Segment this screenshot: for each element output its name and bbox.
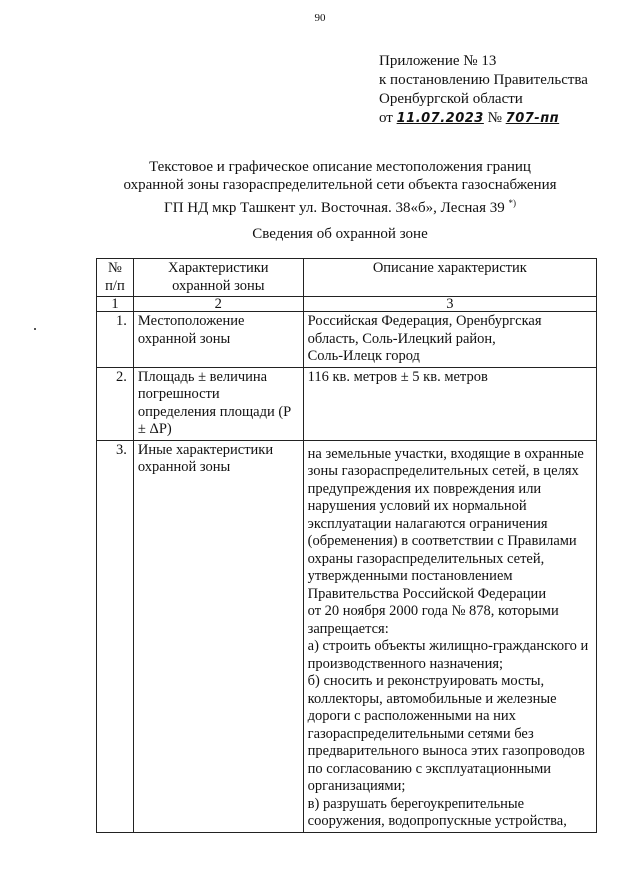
section-subtitle: Сведения об охранной зоне [252,226,428,242]
document-title [100,158,580,217]
description-line: Соль-Илецк город [307,348,420,364]
row-number: 2. [97,367,134,440]
number-sign: № [487,110,502,126]
appendix-date-line [379,109,588,128]
row-number: 1. [97,312,134,368]
title-line-3 [100,194,580,217]
appendix-block [379,52,588,128]
table-row [97,312,597,368]
row-description [303,440,596,832]
description-line: 116 кв. метров ± 5 кв. метров [307,368,488,385]
description-line: от 20 ноября 2000 года № 878, которыми запрещается: [307,603,559,637]
row-name: Иные характеристики охранной зоны [133,440,303,832]
table-row [97,440,597,832]
handwritten-number: 707-пп [505,111,560,126]
header-characteristics: Характеристики охранной зоны [133,259,303,297]
appendix-prefix: от [379,110,393,126]
table-header-row [97,259,597,297]
title-line-2: охранной зоны газораспределительной сети объекта газоснабжения [123,177,557,193]
row-description [303,367,596,440]
appendix-line-2: к постановлению Правительства [379,72,588,88]
handwritten-date: 11.07.2023 [396,111,484,126]
index-cell: 3 [303,297,596,312]
description-line: на земельные участки, входящие в охранные зоны газораспределительных сетей, в целях предупреждения их повреждения или нарушения условий их нормальной эксплуатации налагаются ограничения (обременения) в соответствии с Правилами охраны газораспределительных сетей, утвержденными постановлением Правительства Российской Федерации [307,445,584,602]
header-description: Описание характеристик [303,259,596,297]
header-number: № п/п [97,259,134,297]
zone-info-table [96,258,597,833]
description-line: в) разрушать берегоукрепительные сооружения, водопропускные устройства, [307,795,567,829]
description-line: Российская Федерация, Оренбургская область, Соль-Илецкий район, [307,313,542,347]
page-number: 90 [314,12,326,24]
footnote-mark: *) [508,198,516,208]
appendix-line-3: Оренбургской области [379,91,523,107]
row-number: 3. [97,440,134,832]
stray-mark [34,328,36,330]
row-name: Местоположение охранной зоны [133,312,303,368]
row-description [303,312,596,368]
description-line: б) сносить и реконструировать мосты, коллекторы, автомобильные и железные дороги с расположенными на них газораспределительными сетями без предварительного выноса этих газопроводов по согласованию с эксплуатационными организациями; [307,673,585,794]
title-line-1: Текстовое и графическое описание местоположения границ [149,159,531,175]
index-cell: 1 [97,297,134,312]
table-row [97,367,597,440]
title-line-3-text: ГП НД мкр Ташкент ул. Восточная. 38«б», Лесная 39 [164,200,505,216]
description-line: а) строить объекты жилищно-гражданского и производственного назначения; [307,638,589,672]
table-index-row [97,297,597,312]
index-cell: 2 [133,297,303,312]
row-name: Площадь ± величина погрешности определения площади (Р ± ΔР) [133,367,303,440]
appendix-line-1: Приложение № 13 [379,53,497,69]
